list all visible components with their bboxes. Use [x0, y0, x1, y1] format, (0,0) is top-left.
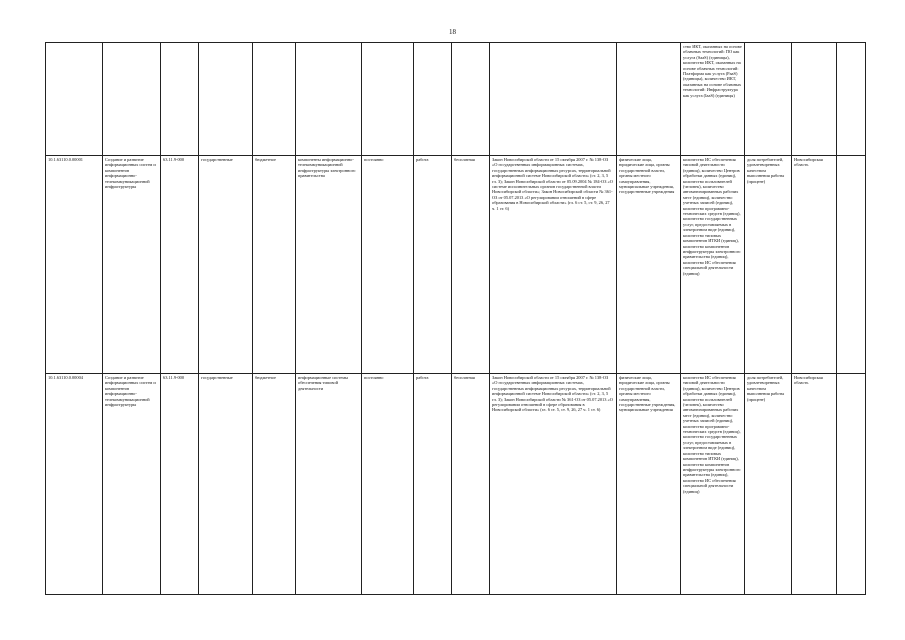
work-content: информационные системы обеспечения типовой деятельности	[296, 374, 362, 595]
table-cell	[414, 43, 452, 156]
extra-cell	[837, 374, 866, 595]
table-cell	[452, 43, 490, 156]
table-cell	[253, 43, 296, 156]
table-cell	[490, 43, 617, 156]
region: Новосибирская область	[792, 156, 837, 374]
work-kind: работа	[414, 156, 452, 374]
frequency: постоянно	[362, 374, 414, 595]
consumers: физические лица, юридические лица, органы государственной власти, органы местного самоуправления, государственные учреждения, муниципальные учреждения	[617, 374, 681, 595]
table-cell	[199, 43, 253, 156]
indicators-cell: ство ИКТ, оказанных на основе облачных технологий: ПО как услуга (SaaS) (единицы), количество ИКТ, оказанных на основе облачных технологий: Платформа как услуга (PaaS) (единицы), количество ИКТ, оказанных на основе облачных технологий: Инфраструктура как услуга (IaaS) (единицы)	[681, 43, 745, 156]
table-cell	[161, 43, 199, 156]
table-cell	[837, 43, 866, 156]
fee-type: бесплатная	[452, 156, 490, 374]
region: Новосибирская область	[792, 374, 837, 595]
table-row	[46, 374, 866, 595]
work-content: компоненты информационно-телекоммуникационной инфраструктуры электронного правительства	[296, 156, 362, 374]
table-cell	[617, 43, 681, 156]
legal-basis: Закон Новосибирской области от 15 октября 2007 г. № 138-ОЗ «О государственных информационных системах, государственных информационных ресурсах, территориальной информационной системе Новосибирской области» (ст. 2, 3, 5 гл. 3); Закон Новосибирской области от 05.09.2004 № 184-ОЗ «О системе исполнительных органов государственной власти Новосибирской области»; Закон Новосибирской области № 361-ОЗ от 05.07.2013 «О регулировании отношений в сфере образования в Новосибирской области» (гл. 6 ст. 5, ст. 9, 26, 27 ч. 1 ст. 6)	[490, 156, 617, 374]
table-cell	[103, 43, 161, 156]
work-kind: работа	[414, 374, 452, 595]
quality-indicator: доля потребителей, удовлетворенных качеством выполнения работы (процент)	[745, 156, 792, 374]
volume-indicators: количество ИС обеспечения типовой деятельности (единиц), количество Центров обработки данных (единиц), количество пользователей (человек), количество автоматизированных рабочих мест (единиц), количество учетных записей (единиц), количество программно-технических средств (единиц), количество государственных услуг, предоставляемых в электронном виде (единиц), количество типовых компонентов ИТКИ (единиц), количество компонентов инфраструктуры электронного правительства (единиц), количество ИС обеспечения специальной деятельности (единиц)	[681, 374, 745, 595]
finance-type: бюджетное	[253, 156, 296, 374]
registry-code: 10.1.63110.0.00001	[46, 156, 103, 374]
page-number: 18	[449, 28, 456, 36]
fee-type: бесплатная	[452, 374, 490, 595]
frequency: постоянно	[362, 156, 414, 374]
table-row	[46, 43, 866, 156]
consumers: физические лица, юридические лица, органы государственной власти, органы местного самоуправления, муниципальные учреждения, государственные учреждения	[617, 156, 681, 374]
table-cell	[745, 43, 792, 156]
org-type: государственные	[199, 156, 253, 374]
service-name: Создание и развитие информационных систем и компонентов информационно-телекоммуникационной инфраструктуры	[103, 374, 161, 595]
okved-code: 63.11.9-000	[161, 374, 199, 595]
table-cell	[46, 43, 103, 156]
registry-table	[45, 42, 866, 595]
service-name: Создание и развитие информационных систем и компонентов информационно-телекоммуникационной инфраструктуры	[103, 156, 161, 374]
volume-indicators: количество ИС обеспечения типовой деятельности (единиц), количество Центров обработки данных (единиц), количество пользователей (человек), количество автоматизированных рабочих мест (единиц), количество учетных записей (единиц), количество программно-технических средств (единиц), количество государственных услуг, предоставляемых в электронном виде (единиц), количество типовых компонентов ИТКИ (единиц), количество компонентов инфраструктуры электронного правительства (единиц), количество ИС обеспечения специальной деятельности (единиц)	[681, 156, 745, 374]
table-cell	[362, 43, 414, 156]
finance-type: бюджетное	[253, 374, 296, 595]
okved-code: 63.11.9-000	[161, 156, 199, 374]
registry-code: 10.1.63110.0.00004	[46, 374, 103, 595]
table-cell	[296, 43, 362, 156]
table-row	[46, 156, 866, 374]
extra-cell	[837, 156, 866, 374]
table-cell	[792, 43, 837, 156]
legal-basis: Закон Новосибирской области от 15 октября 2007 г. № 138-ОЗ «О государственных информационных системах, государственных информационных ресурсах, территориальной информационной системе Новосибирской области» (ст. 2, 3, 5 гл. 3); Закон Новосибирской области № 361-ОЗ от 05.07.2013 «О регулировании отношений в сфере образования в Новосибирской области» (гл. 6 ст. 5, ст. 9, 26, 27 ч. 1 ст. 6)	[490, 374, 617, 595]
org-type: государственные	[199, 374, 253, 595]
quality-indicator: доля потребителей, удовлетворенных качеством выполнения работы (процент)	[745, 374, 792, 595]
